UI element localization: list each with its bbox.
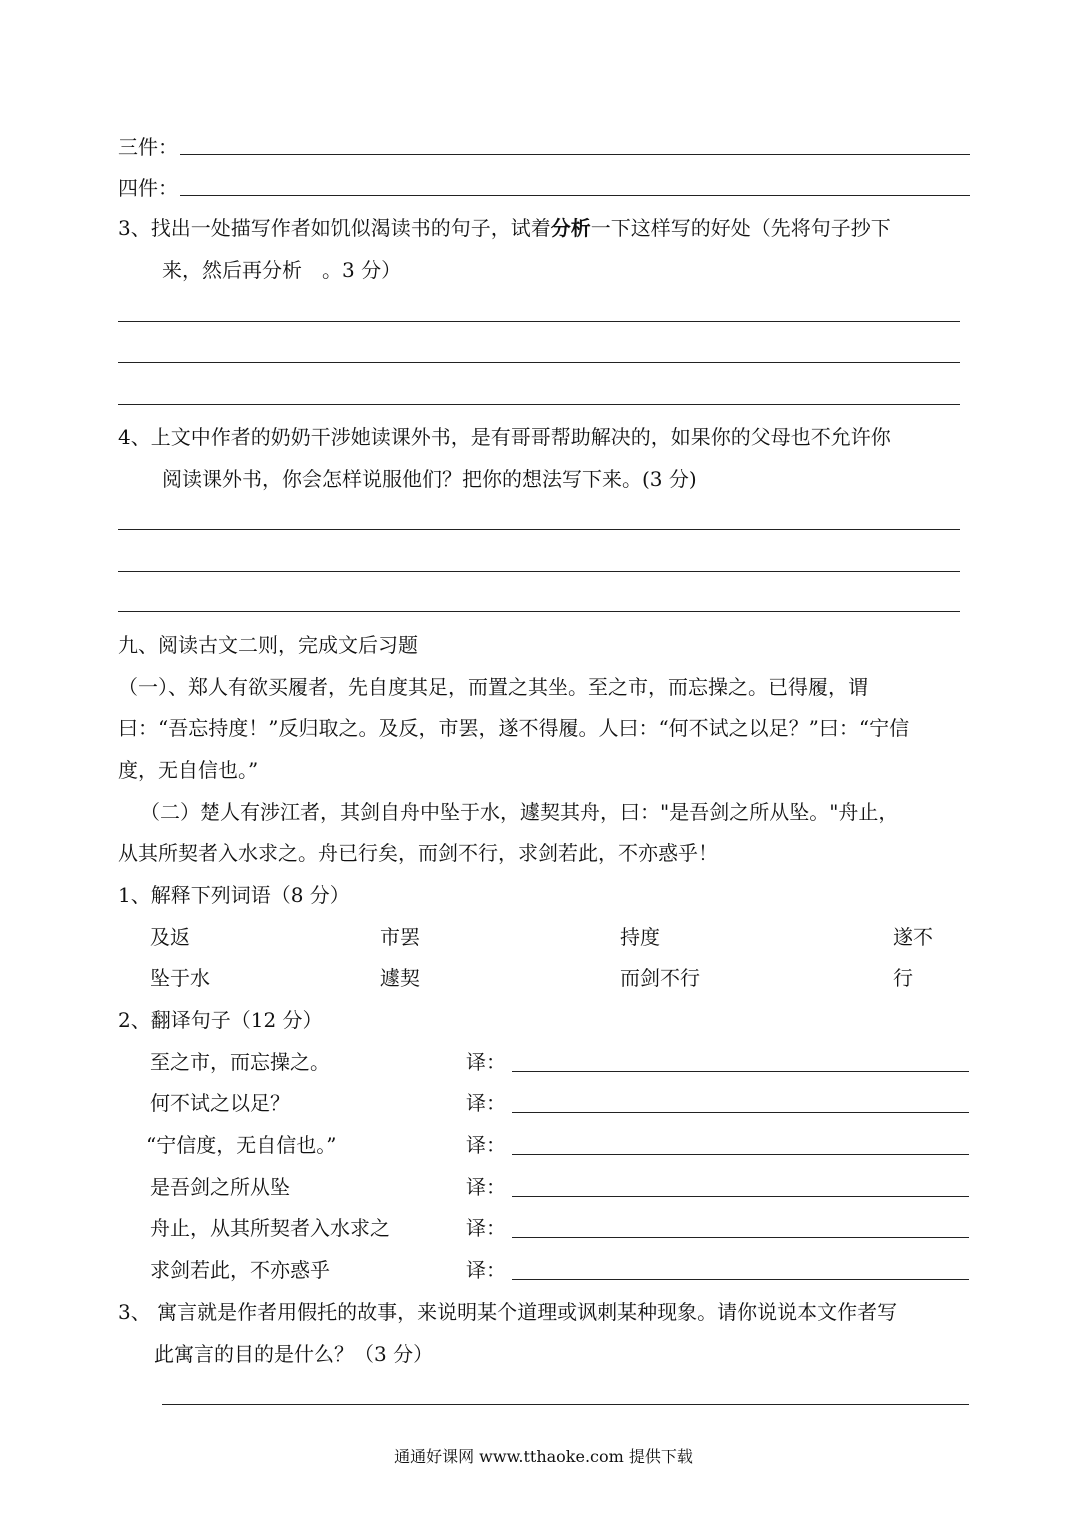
translate-label: 译：	[466, 1091, 506, 1115]
vocab-title: 1、解释下列词语（8 分）	[118, 883, 350, 907]
fable-question-line-1: 3、 寓言就是作者用假托的故事，来说明某个道理或讽刺某种现象。请你说说本文作者写	[118, 1300, 898, 1324]
passage-1-line-1: （一）、郑人有欲买履者，先自度其足，而置之其坐。至之市，而忘操之。已得履，谓	[118, 675, 868, 699]
translate-title: 2、翻译句子（12 分）	[118, 1008, 323, 1032]
translate-label: 译：	[466, 1133, 506, 1157]
q3-text-bold: 分析	[550, 216, 591, 240]
question-3-line-1	[118, 214, 891, 242]
vocab-term: 遂不	[893, 925, 933, 949]
translate-answer-line[interactable]	[512, 1279, 969, 1280]
answer-line-q4-2[interactable]	[118, 571, 960, 572]
question-4-line-1: 4、上文中作者的奶奶干涉她读课外书，是有哥哥帮助解决的，如果你的父母也不允许你	[118, 425, 891, 449]
vocab-term: 及返	[150, 925, 190, 949]
translate-sentence: 何不试之以足？	[150, 1091, 290, 1115]
translate-sentence: 至之市，而忘操之。	[150, 1050, 330, 1074]
label-si-jian: 四件：	[118, 176, 178, 200]
answer-line-q4-3[interactable]	[118, 611, 960, 612]
vocab-term: 行	[893, 966, 913, 990]
translate-answer-line[interactable]	[512, 1237, 969, 1238]
q3-text-b: 一下这样写的好处（先将句子抄下	[590, 216, 891, 240]
translate-answer-line[interactable]	[512, 1154, 969, 1155]
vocab-term: 遽契	[380, 966, 420, 990]
vocab-term: 坠于水	[150, 966, 210, 990]
passage-1-line-3: 度，无自信也。”	[118, 758, 259, 782]
answer-line-q3-2[interactable]	[118, 362, 960, 363]
section-9-heading: 九、阅读古文二则，完成文后习题	[118, 633, 418, 657]
translate-sentence: 求剑若此，不亦惑乎	[150, 1258, 330, 1282]
translate-sentence: 是吾剑之所从坠	[150, 1175, 290, 1199]
vocab-term: 而剑不行	[620, 966, 700, 990]
translate-sentence: “宁信度，无自信也。”	[146, 1133, 337, 1157]
page-footer: 通通好课网 www.tthaoke.com 提供下载	[394, 1447, 693, 1466]
translate-label: 译：	[466, 1050, 506, 1074]
translate-answer-line[interactable]	[512, 1196, 969, 1197]
translate-answer-line[interactable]	[512, 1112, 969, 1113]
translate-label: 译：	[466, 1216, 506, 1240]
q3-text-a: 3、找出一处描写作者如饥似渴读书的句子，试着	[118, 216, 551, 240]
fable-question-line-2: 此寓言的目的是什么？（3 分）	[154, 1342, 434, 1366]
passage-1-line-2: 曰：“吾忘持度！”反归取之。及反，市罢，遂不得履。人曰：“何不试之以足？”曰：“宁信	[118, 716, 910, 740]
answer-line-q3-3[interactable]	[118, 404, 960, 405]
passage-2-line-1: （二）楚人有涉江者，其剑自舟中坠于水，遽契其舟，曰："是吾剑之所从坠。"舟止，	[140, 800, 899, 824]
passage-2-line-2: 从其所契者入水求之。舟已行矣，而剑不行，求剑若此，不亦惑乎！	[118, 841, 718, 865]
label-san-jian: 三件：	[118, 135, 178, 159]
answer-line-san-jian[interactable]	[180, 154, 970, 155]
translate-answer-line[interactable]	[512, 1071, 969, 1072]
answer-line-q3-1[interactable]	[118, 321, 960, 322]
answer-line-q4-1[interactable]	[118, 529, 960, 530]
answer-line-fable[interactable]	[162, 1404, 969, 1405]
translate-sentence: 舟止，从其所契者入水求之	[150, 1216, 390, 1240]
question-4-line-2: 阅读课外书，你会怎样说服他们？把你的想法写下来。(3 分)	[162, 467, 697, 491]
translate-label: 译：	[466, 1258, 506, 1282]
vocab-term: 市罢	[380, 925, 420, 949]
answer-line-si-jian[interactable]	[180, 195, 970, 196]
translate-label: 译：	[466, 1175, 506, 1199]
question-3-line-2: 来，然后再分析 。3 分）	[162, 258, 402, 282]
vocab-term: 持度	[620, 925, 660, 949]
